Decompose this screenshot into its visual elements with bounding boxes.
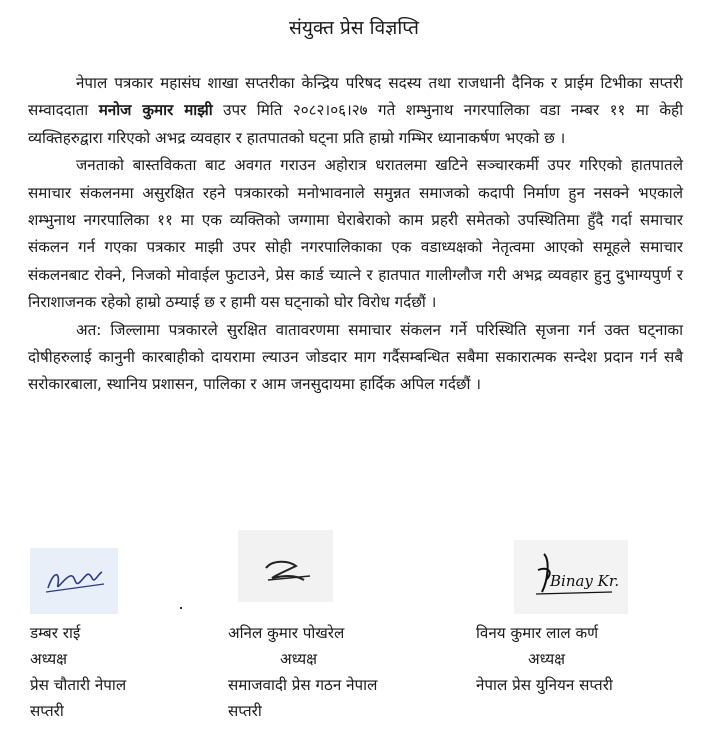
signature-3-text: Binay Kr. <box>550 572 620 590</box>
signature-3-image <box>514 540 628 614</box>
signature-1-image <box>30 548 118 614</box>
signatory-2-role: अध्यक्ष <box>280 650 318 668</box>
paragraph-1-start: नेपाल पत्रकार महासंघ शाखा सप्तरीका केन्द्रिय परिषद सदस्य तथा राजधानी दैनिक र प्राईम टिभीका सप्तरी सम्वाददाता <box>28 74 683 120</box>
signatory-1-role: अध्यक्ष <box>30 650 68 668</box>
signatory-1 <box>30 620 126 724</box>
signatory-1-org: प्रेस चौतारी नेपाल <box>30 676 127 694</box>
signatory-1-name: डम्बर राई <box>30 624 81 642</box>
signatory-3-name: विनय कुमार लाल कर्ण <box>476 624 599 642</box>
signatory-2 <box>228 620 377 724</box>
paragraph-3: अत: जिल्लामा पत्रकारले सुरक्षित वातावरणमा समाचार संकलन गर्ने परिस्थिति सृजना गर्न उक्त घट्नाका दोषीहरुलाई कानुनी कारबाहीको दायरामा ल्याउन जोडदार माग गर्दैसम्बन्धित सबैमा सकारात्मक सन्देश प्रदान गर्न सबै सरोकारबाला, स्थानिय प्रशासन, पालिका र आम जनसुदायमा हार्दिक अपिल गर्दछौं । <box>28 320 683 394</box>
signature-2-image <box>238 530 333 602</box>
signatory-3 <box>476 620 613 698</box>
paragraph-2: जनताको बास्तविकता बाट अवगत गराउन अहोरात्र धरातलमा खटिने सञ्चारकर्मी उपर गरिएको हातपातले समाचार संकलनमा असुरक्षित रहने पत्रकारको मनोभावनाले समुन्नत समाजको कदापी निर्माण हुन नसक्ने भएकाले शम्भुनाथ नगरपालिका ११ मा एक व्यक्तिको जग्गामा घेराबेराको काम प्रहरी समेतको उपस्थितिमा हुँदै गर्दा समाचार संकलन गर्न गएका पत्रकार माझी उपर सोही नगरपालिकाका एक वडाध्यक्षको नेतृत्वमा आएको समूहले समाचार संकलनबाट रोक्ने, निजको मोवाईल फुटाउने, प्रेस कार्ड च्यात्ने र हातपात गालीग्लौज गरी अभद्र व्यवहार हुनु दुभाग्यपुर्ण र निराशाजनक रहेको हाम्रो ठम्याई छ र हामी यस घट्नाको घोर विरोध गर्दछौं । <box>28 156 683 312</box>
signatory-3-org: नेपाल प्रेस युनियन सप्तरी <box>476 676 613 694</box>
journalist-name: मनोज कुमार माझी <box>98 101 213 120</box>
signatory-3-role: अध्यक्ष <box>528 650 566 668</box>
paragraph-1 <box>28 70 683 152</box>
signatory-2-district: सप्तरी <box>228 702 262 720</box>
signatory-1-district: सप्तरी <box>30 702 64 720</box>
stray-dot <box>180 607 182 609</box>
signatory-2-org: समाजवादी प्रेस गठन नेपाल <box>228 676 378 694</box>
document-title: संयुक्त प्रेस विज्ञप्ति <box>289 17 419 39</box>
press-release-body <box>28 70 683 399</box>
signatory-2-name: अनिल कुमार पोखरेल <box>228 624 345 642</box>
paragraph-1-end: उपर मिति २०८२।०६।२७ गते शम्भुनाथ नगरपालिका वडा नम्बर ११ मा केही व्यक्तिहरुद्वारा गरिएको अभद्र व्यवहार र हातपातको घट्ना प्रति हाम्रो गम्भिर ध्यानाकर्षण भएको छ । <box>28 101 684 147</box>
